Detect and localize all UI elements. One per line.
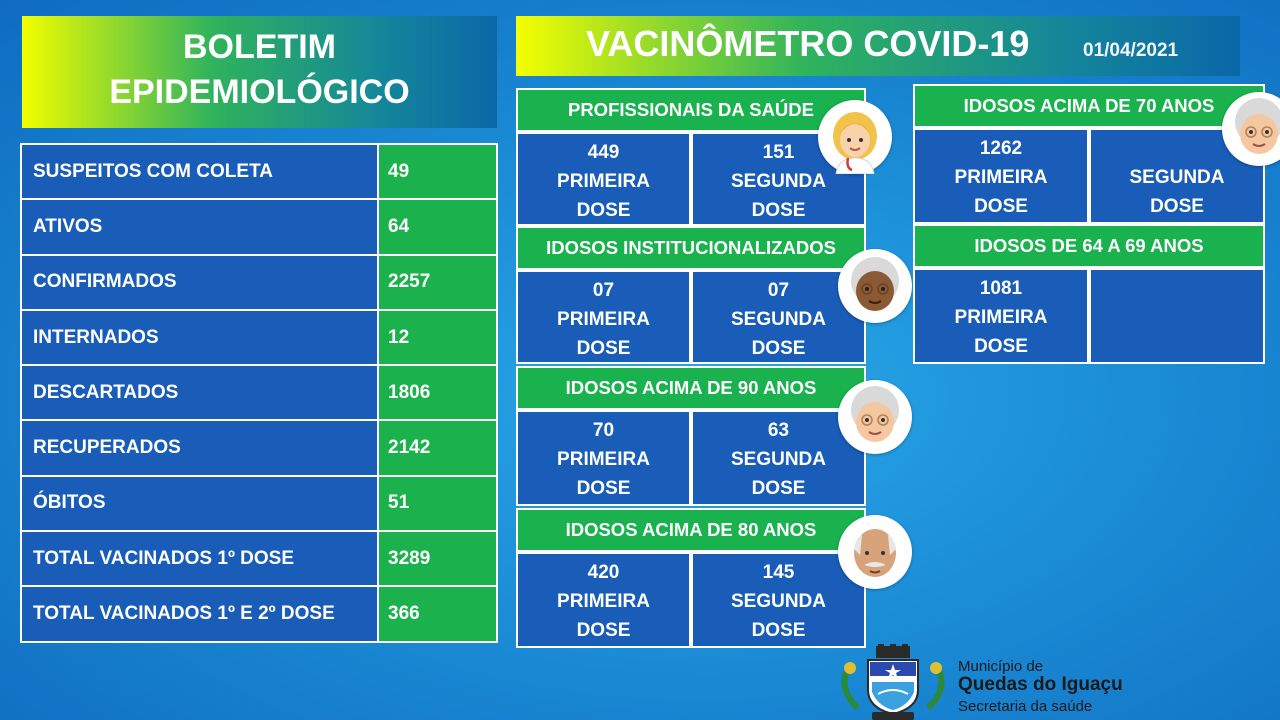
stat-label: DESCARTADOS	[21, 365, 378, 420]
stat-value: 366	[378, 586, 497, 641]
dose-label-primeira: PRIMEIRA	[557, 171, 650, 192]
dose-label-segunda: SEGUNDA	[730, 309, 826, 330]
second-dose-count: 63	[767, 420, 790, 441]
bulletin-title-line1: BOLETIM	[183, 28, 336, 66]
first-dose-cell	[516, 132, 691, 226]
dose-label-segunda: SEGUNDA	[1129, 167, 1225, 188]
second-dose-count: 07	[767, 280, 790, 301]
report-date: 01/04/2021	[1083, 40, 1179, 61]
dose-label-primeira: PRIMEIRA	[557, 309, 650, 330]
stat-label: INTERNADOS	[21, 310, 378, 365]
dose-label-dose: DOSE	[576, 478, 631, 499]
vaccine-group-health-workers	[516, 88, 866, 226]
vaccine-group-title: IDOSOS ACIMA DE 80 ANOS	[516, 508, 866, 552]
bulletin-title-banner	[22, 16, 497, 128]
dose-label-dose: DOSE	[751, 338, 806, 359]
stat-value: 3289	[378, 531, 497, 586]
vaccine-group-64-to-69	[913, 224, 1265, 364]
table-row	[21, 531, 497, 586]
first-dose-count: 1262	[979, 138, 1023, 159]
epidemiological-stats-table	[20, 143, 498, 643]
older-woman-face-icon	[1222, 92, 1280, 166]
bulletin-title-line2: EPIDEMIOLÓGICO	[109, 73, 410, 111]
logo-line-city: Quedas do Iguaçu	[958, 674, 1123, 695]
dose-label-primeira: PRIMEIRA	[557, 449, 650, 470]
second-dose-count: 145	[762, 562, 795, 583]
logo-line-department: Secretaria da saúde	[958, 698, 1093, 715]
table-row	[21, 310, 497, 365]
first-dose-count: 07	[592, 280, 615, 301]
table-row	[21, 199, 497, 254]
health-worker-face-icon	[818, 100, 892, 174]
vaccinometer-title: VACINÔMETRO COVID-19	[586, 23, 1030, 64]
dose-label-segunda: SEGUNDA	[730, 449, 826, 470]
stat-label: TOTAL VACINADOS 1º E 2º DOSE	[21, 586, 378, 641]
stat-label: RECUPERADOS	[21, 420, 378, 475]
dose-label-primeira: PRIMEIRA	[954, 307, 1048, 328]
stat-value: 2257	[378, 255, 497, 310]
dose-label-dose: DOSE	[576, 620, 631, 641]
dose-label-dose: DOSE	[974, 196, 1028, 217]
first-dose-cell	[913, 268, 1089, 364]
older-man-face-icon	[838, 515, 912, 589]
vaccine-group-title: IDOSOS INSTITUCIONALIZADOS	[516, 226, 866, 270]
vaccine-group-institutionalized	[516, 226, 866, 364]
dose-label-segunda: SEGUNDA	[730, 171, 826, 192]
vaccine-group-title: IDOSOS ACIMA DE 90 ANOS	[516, 366, 866, 410]
vaccinometer-title-banner	[516, 16, 1240, 76]
stat-value: 51	[378, 476, 497, 531]
empty-dose-cell	[1089, 268, 1265, 364]
stat-value: 2142	[378, 420, 497, 475]
municipality-logo	[838, 640, 1198, 720]
dose-label-dose: DOSE	[1150, 196, 1204, 217]
dose-label-dose: DOSE	[576, 338, 631, 359]
table-row	[21, 144, 497, 199]
vaccine-group-over-80	[516, 508, 866, 648]
vaccine-group-over-90	[516, 366, 866, 506]
older-person-face-icon	[838, 249, 912, 323]
stat-value: 12	[378, 310, 497, 365]
stat-label: CONFIRMADOS	[21, 255, 378, 310]
dose-label-dose: DOSE	[751, 478, 806, 499]
vaccine-group-title: PROFISSIONAIS DA SAÚDE	[516, 88, 866, 132]
first-dose-cell	[516, 270, 691, 364]
dose-label-dose: DOSE	[576, 200, 631, 221]
stat-label: SUSPEITOS COM COLETA	[21, 144, 378, 199]
vaccine-group-over-70	[913, 84, 1265, 224]
stat-label: ÓBITOS	[21, 476, 378, 531]
first-dose-count: 420	[587, 562, 620, 583]
stat-value: 64	[378, 199, 497, 254]
table-row	[21, 476, 497, 531]
table-row	[21, 420, 497, 475]
dose-label-dose: DOSE	[974, 336, 1028, 357]
table-row	[21, 255, 497, 310]
first-dose-cell	[913, 128, 1089, 224]
logo-line-municipio: Município de	[958, 658, 1044, 675]
first-dose-count: 449	[587, 142, 620, 163]
dose-label-dose: DOSE	[751, 620, 806, 641]
dose-label-primeira: PRIMEIRA	[954, 167, 1048, 188]
coat-of-arms-icon	[838, 642, 948, 720]
older-woman-face-icon	[838, 380, 912, 454]
stat-value: 1806	[378, 365, 497, 420]
first-dose-cell	[516, 552, 691, 648]
first-dose-count: 1081	[979, 278, 1023, 299]
dose-label-primeira: PRIMEIRA	[557, 591, 650, 612]
stat-value: 49	[378, 144, 497, 199]
first-dose-count: 70	[592, 420, 615, 441]
second-dose-count: 151	[762, 142, 795, 163]
stat-label: ATIVOS	[21, 199, 378, 254]
vaccine-group-title: IDOSOS DE 64 A 69 ANOS	[913, 224, 1265, 268]
table-row	[21, 365, 497, 420]
dose-label-dose: DOSE	[751, 200, 806, 221]
vaccine-group-title: IDOSOS ACIMA DE 70 ANOS	[913, 84, 1265, 128]
dose-label-segunda: SEGUNDA	[730, 591, 826, 612]
table-row	[21, 586, 497, 641]
first-dose-cell	[516, 410, 691, 506]
stat-label: TOTAL VACINADOS 1º DOSE	[21, 531, 378, 586]
